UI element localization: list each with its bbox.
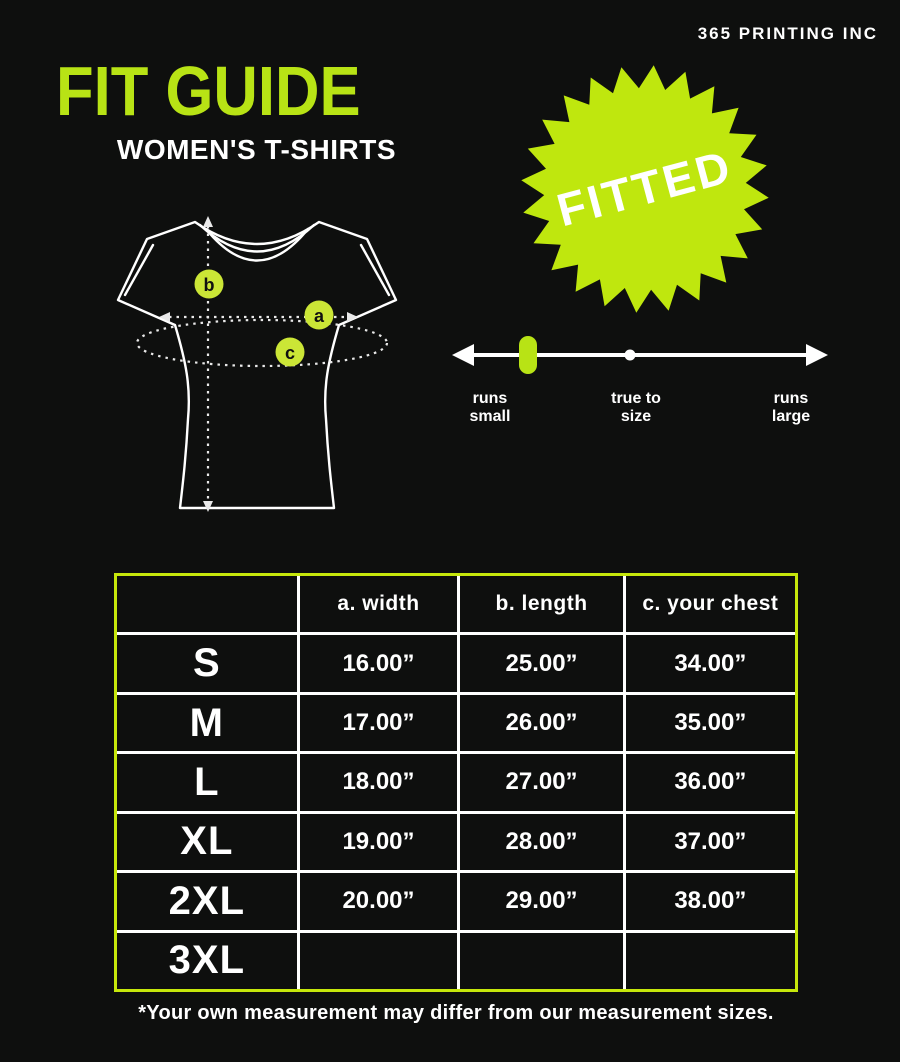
page-subtitle: WOMEN'S T-SHIRTS [116, 134, 396, 165]
chest-value [623, 933, 795, 989]
chest-value: 36.00” [623, 754, 795, 810]
width-value [297, 933, 458, 989]
fitted-badge [505, 49, 785, 329]
size-label: L [194, 759, 220, 804]
scale-center-dot [625, 350, 636, 361]
sleeve-stitch-left [125, 245, 153, 295]
width-arrow-right-icon [347, 312, 358, 322]
width-value: 19.00” [297, 814, 458, 870]
footnote: *Your own measurement may differ from our measurement sizes. [138, 1002, 774, 1024]
table-row [117, 870, 795, 929]
scale-arrow-left-icon [452, 344, 474, 366]
chest-value: 34.00” [623, 635, 795, 691]
length-arrow-up-icon [203, 216, 213, 227]
size-label: 2XL [168, 878, 245, 923]
fitted-badge-label: FITTED [551, 139, 738, 237]
marker-b-label: b [203, 275, 215, 295]
page-title: FIT GUIDE [56, 52, 361, 130]
size-label: XL [180, 819, 234, 864]
length-value: 29.00” [457, 873, 622, 929]
marker-a-label: a [313, 306, 325, 326]
length-value: 28.00” [457, 814, 622, 870]
fit-scale [450, 330, 830, 440]
header-cell-chest: c. your chest [623, 576, 795, 632]
sleeve-stitch-right [361, 245, 389, 295]
width-value: 18.00” [297, 754, 458, 810]
size-label: 3XL [168, 938, 245, 983]
header-cell-width: a. width [297, 576, 458, 632]
length-value: 26.00” [457, 695, 622, 751]
table-row [117, 632, 795, 691]
width-value: 17.00” [297, 695, 458, 751]
width-value: 16.00” [297, 635, 458, 691]
header-cell-length: b. length [457, 576, 622, 632]
label-true-to-size: true to size [611, 390, 661, 425]
table-row [117, 692, 795, 751]
size-table [114, 573, 798, 992]
size-label: M [189, 700, 224, 745]
collar-inner-line [200, 225, 314, 252]
scale-arrow-right-icon [806, 344, 828, 366]
table-row [117, 751, 795, 810]
label-runs-small: runs small [469, 390, 511, 425]
brand-text: 365 PRINTING INC [697, 24, 878, 43]
chest-value: 37.00” [623, 814, 795, 870]
chest-value: 38.00” [623, 873, 795, 929]
marker-c-label: c [284, 343, 296, 363]
width-value: 20.00” [297, 873, 458, 929]
scale-thumb [519, 336, 537, 374]
header-cell-size [117, 576, 297, 632]
length-value: 25.00” [457, 635, 622, 691]
table-header-row [117, 576, 795, 632]
tshirt-diagram-icon [115, 212, 405, 517]
label-runs-large: runs large [771, 390, 811, 425]
length-value: 27.00” [457, 754, 622, 810]
chest-value: 35.00” [623, 695, 795, 751]
length-value [457, 933, 622, 989]
length-arrow-down-icon [203, 501, 213, 512]
size-label: S [192, 641, 221, 686]
page-header [56, 52, 396, 166]
table-row [117, 811, 795, 870]
table-row [117, 930, 795, 989]
